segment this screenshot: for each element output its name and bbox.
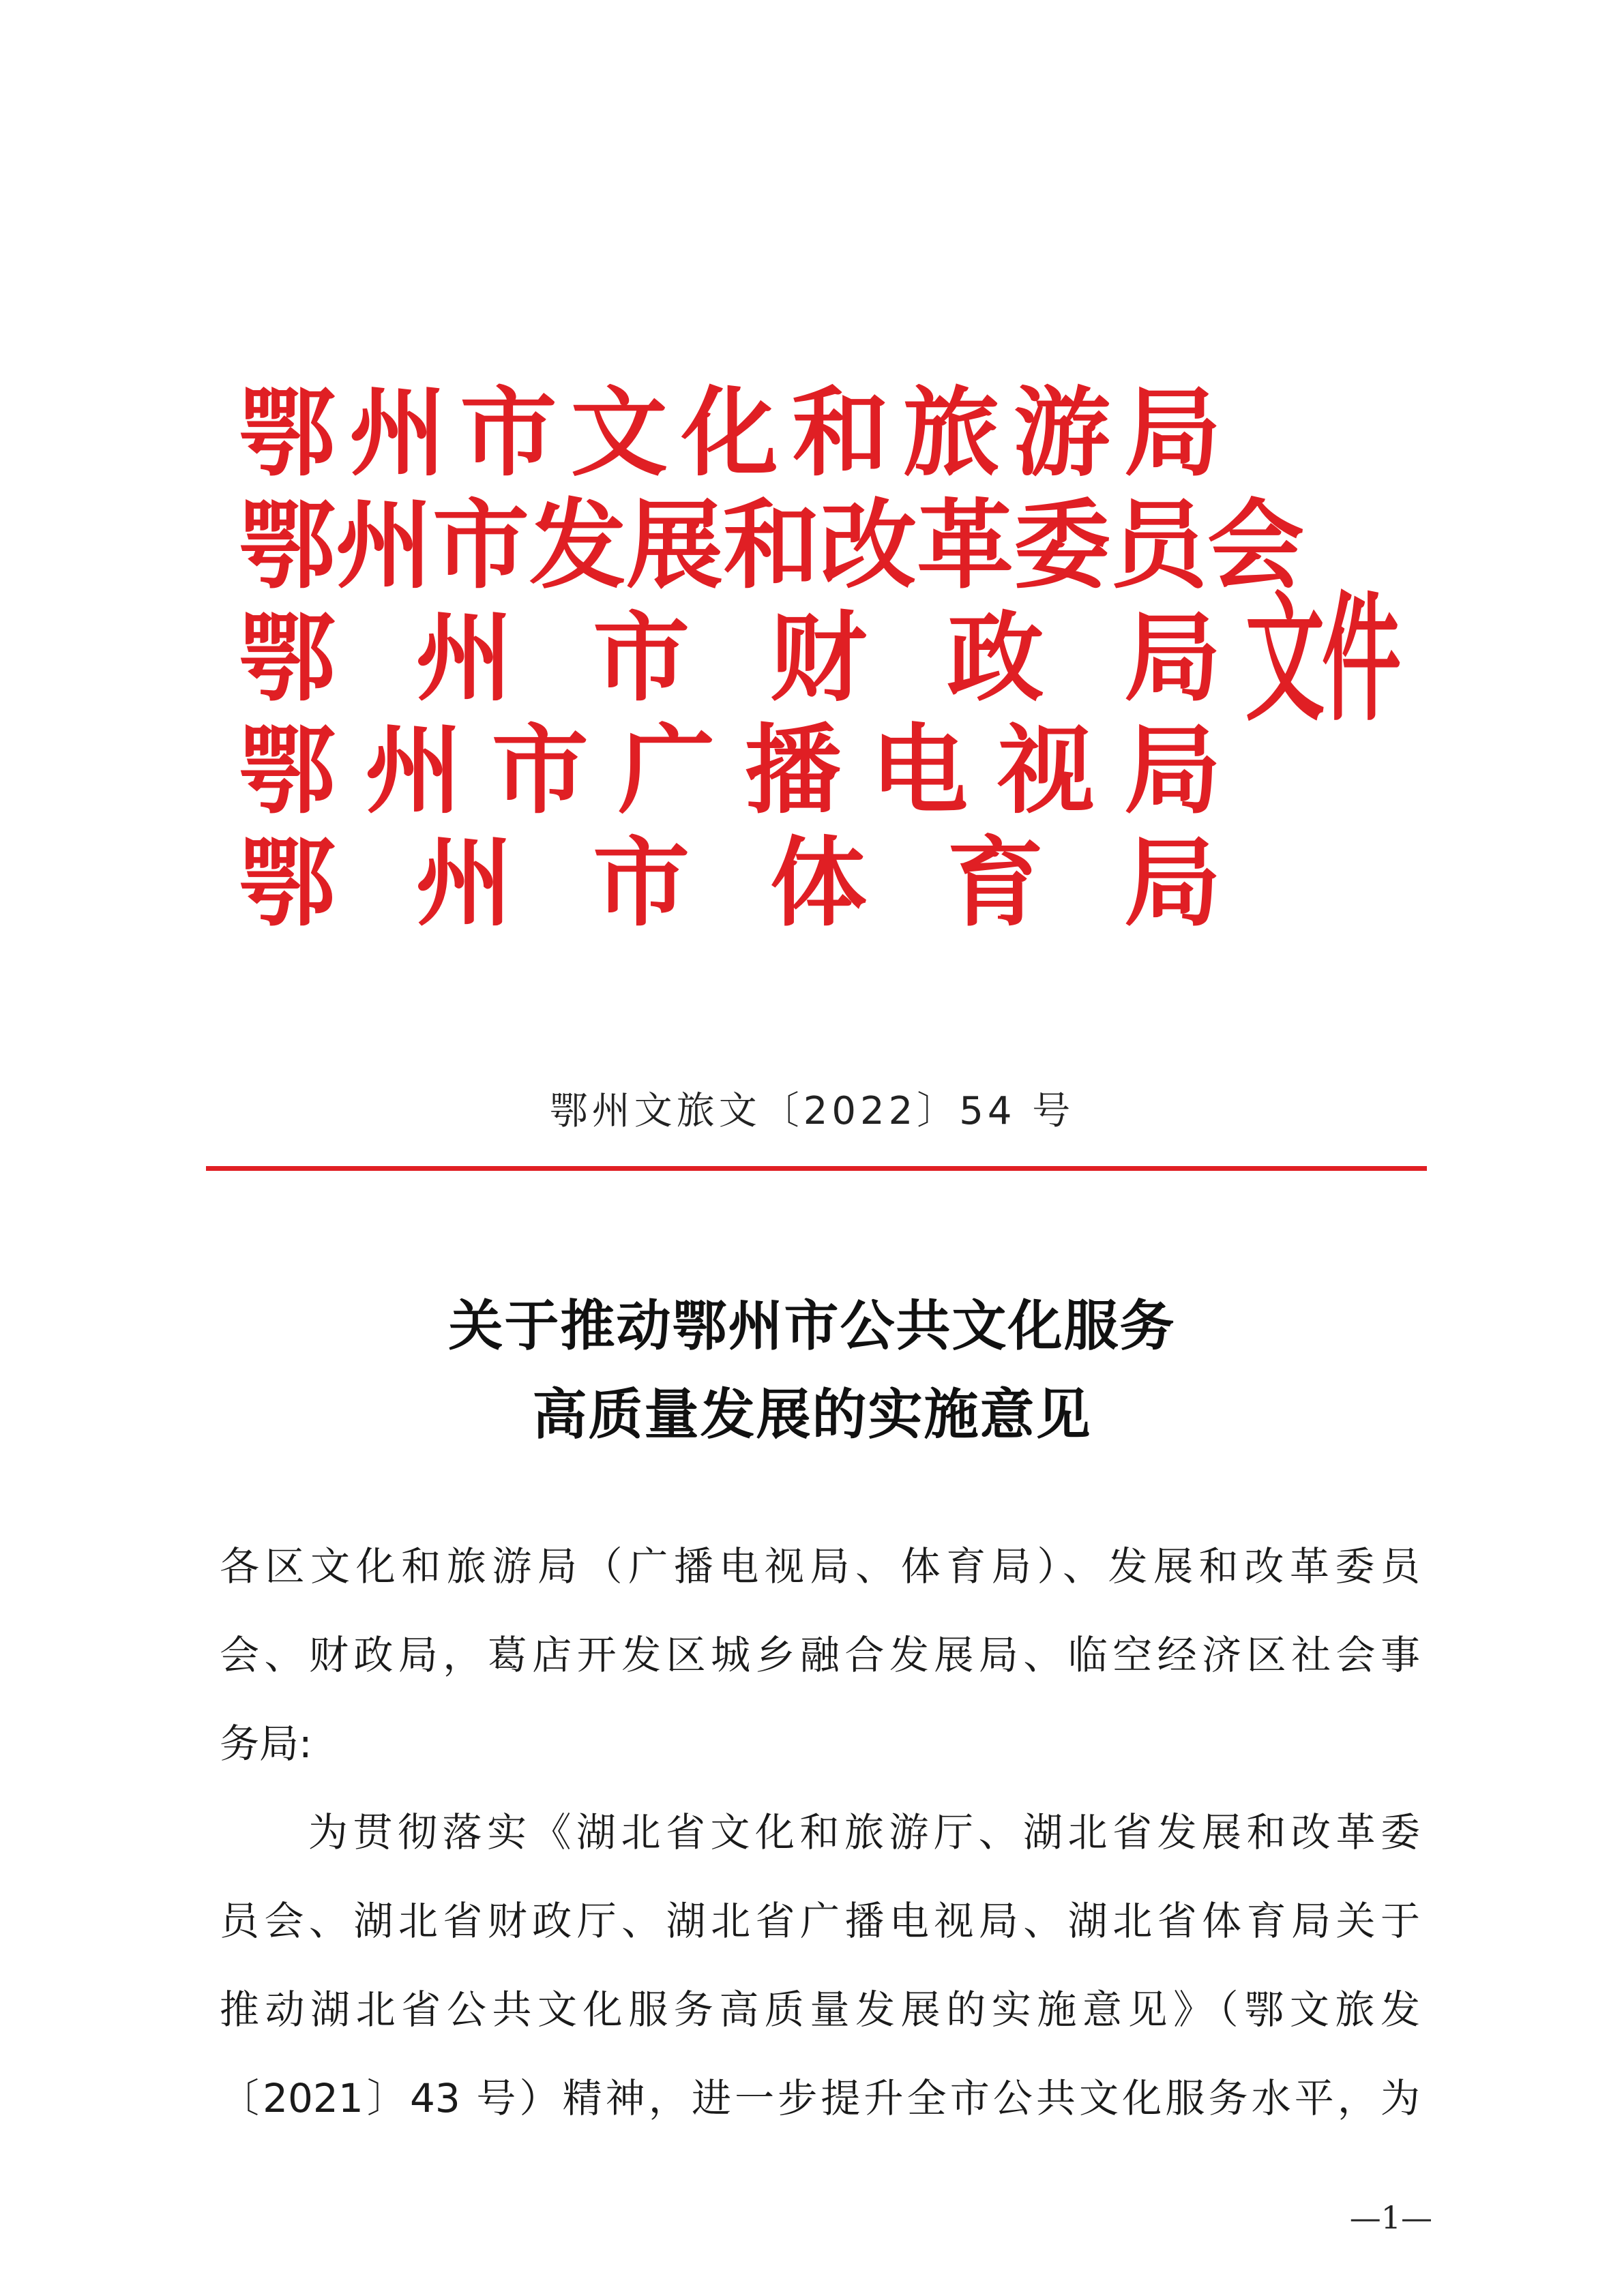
masthead-char: 化 <box>681 376 778 490</box>
masthead-char: 局 <box>1124 376 1221 490</box>
masthead-char: 鄂 <box>239 376 336 490</box>
addressee-line-1: 各区文化和旅游局（广播电视局、体育局）、发展和改革委员 <box>220 1543 1420 1590</box>
masthead-char: 会 <box>1207 489 1304 602</box>
masthead-char: 鄂 <box>239 601 336 715</box>
masthead-char: 州 <box>336 489 432 602</box>
paragraph-line-1: 为贯彻落实《湖北省文化和旅游厅、湖北省发展和改革委 <box>308 1809 1420 1855</box>
masthead-char: 市 <box>432 489 529 602</box>
masthead-char: 政 <box>947 601 1044 715</box>
masthead-char: 广 <box>618 714 715 827</box>
page-number: —1— <box>1349 2199 1432 2236</box>
masthead-char: 视 <box>997 714 1095 827</box>
paragraph-line-3: 推动湖北省公共文化服务高质量发展的实施意见》（鄂文旅发 <box>220 1986 1420 2033</box>
masthead-char: 和 <box>792 376 889 490</box>
masthead-char: 鄂 <box>239 714 336 827</box>
org-name-broadcasting <box>239 714 1221 827</box>
masthead-char: 州 <box>365 714 462 827</box>
paragraph-line-2: 员会、湖北省财政厅、湖北省广播电视局、湖北省体育局关于 <box>220 1898 1420 1944</box>
masthead-char: 文 <box>570 376 668 490</box>
masthead-char: 育 <box>947 826 1044 940</box>
masthead-char: 州 <box>349 376 447 490</box>
masthead-char: 市 <box>593 601 690 715</box>
masthead-char: 革 <box>917 489 1014 602</box>
document-number: 鄂州文旅文〔2022〕54 号 <box>549 1089 1075 1133</box>
masthead-char: 局 <box>1123 826 1221 940</box>
masthead-char: 市 <box>593 826 690 940</box>
masthead-char: 州 <box>415 601 513 715</box>
document-title-line-2: 高质量发展的实施意见 <box>532 1382 1092 1446</box>
masthead-char: 和 <box>723 489 820 602</box>
masthead-char: 局 <box>1123 714 1221 827</box>
masthead-char: 委 <box>1014 489 1110 602</box>
addressee-line-3: 务局: <box>220 1720 312 1767</box>
document-title-line-1: 关于推动鄂州市公共文化服务 <box>448 1294 1176 1358</box>
masthead-char: 市 <box>460 376 557 490</box>
masthead-char: 员 <box>1110 489 1207 602</box>
masthead-char: 改 <box>820 489 917 602</box>
masthead-char: 展 <box>626 489 723 602</box>
masthead-char: 播 <box>744 714 842 827</box>
masthead-char: 鄂 <box>239 489 336 602</box>
org-name-culture-tourism <box>239 376 1221 490</box>
masthead-char: 市 <box>491 714 589 827</box>
red-divider-line <box>206 1166 1427 1171</box>
org-name-development-reform <box>239 489 1304 602</box>
masthead-char: 鄂 <box>239 826 336 940</box>
masthead-char: 局 <box>1123 601 1221 715</box>
masthead-char: 旅 <box>902 376 1000 490</box>
document-suffix: 文件 <box>1245 578 1398 741</box>
org-name-sports <box>239 826 1221 940</box>
paragraph-line-4: 〔2021〕43 号）精神，进一步提升全市公共文化服务水平，为 <box>220 2075 1420 2121</box>
addressee-line-2: 会、财政局，葛店开发区城乡融合发展局、临空经济区社会事 <box>220 1632 1420 1678</box>
org-name-finance <box>239 601 1221 715</box>
masthead-char: 州 <box>415 826 513 940</box>
masthead-char: 发 <box>529 489 626 602</box>
masthead-char: 财 <box>769 601 867 715</box>
masthead-char: 游 <box>1013 376 1110 490</box>
masthead-char: 体 <box>769 826 867 940</box>
masthead-char: 电 <box>871 714 969 827</box>
